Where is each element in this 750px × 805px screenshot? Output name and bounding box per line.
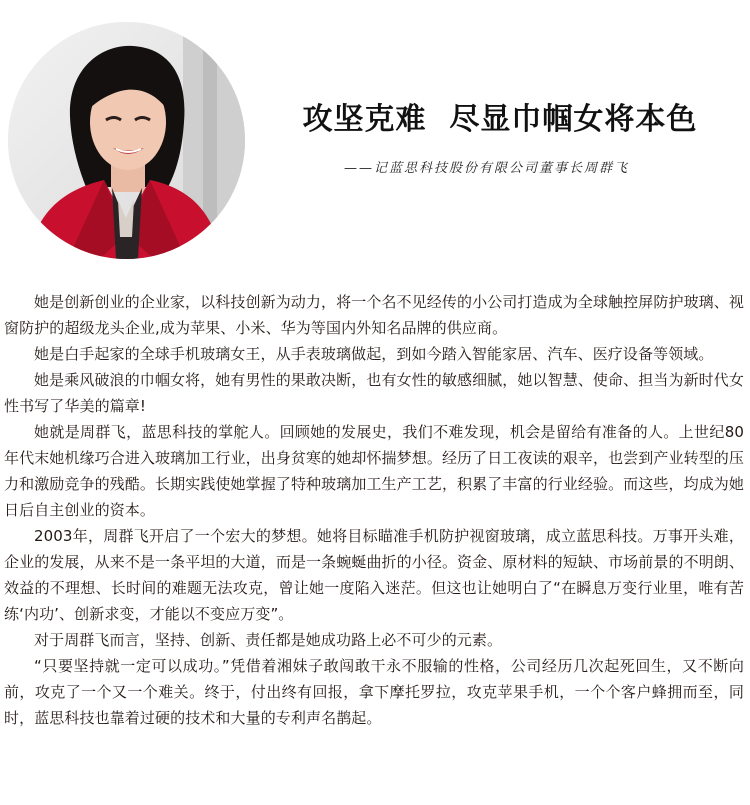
article-paragraph: 她是创新创业的企业家，以科技创新为动力，将一个名不见经传的小公司打造成为全球触控屏防护玻璃、视窗防护的超级龙头企业,成为苹果、小米、华为等国内外知名品牌的供应商。 [4, 293, 744, 337]
portrait-photo [8, 22, 245, 259]
article-paragraph: “只要坚持就一定可以成功。”凭借着湘妹子敢闯敢干永不服输的性格，公司经历几次起死回生，又不断向前，攻克了一个又一个难关。终于，付出终有回报，拿下摩托罗拉，攻克苹果手机，一个个客户蜂拥而至，同时，蓝思科技也靠着过硬的技术和大量的专利声名鹊起。 [4, 657, 744, 727]
article-paragraph: 2003年，周群飞开启了一个宏大的梦想。她将目标瞄准手机防护视窗玻璃，成立蓝思科技。万事开头难，企业的发展，从来不是一条平坦的大道，而是一条蜿蜒曲折的小径。资金、原材料的短缺、市场前景的不明朗、效益的不理想、长时间的难题无法攻克，曾让她一度陷入迷茫。但这也让她明白了“在瞬息万变行业里，唯有苦练‘内功’、创新求变，才能以不变应万变”。 [4, 527, 744, 623]
woman-portrait-icon [8, 22, 245, 259]
page-subtitle: ——记蓝思科技股份有限公司董事长周群飞 [344, 161, 630, 176]
article-body [4, 289, 744, 731]
headline [250, 100, 750, 140]
article-paragraph: 对于周群飞而言，坚持、创新、责任都是她成功路上必不可少的元素。 [34, 631, 503, 649]
page-title: 攻坚克难 尽显巾帼女将本色 [302, 102, 698, 137]
article-paragraph: 她是乘风破浪的巾帼女将，她有男性的果敢决断，也有女性的敏感细腻，她以智慧、使命、担当为新时代女性书写了华美的篇章! [4, 371, 744, 415]
article-paragraph: 她就是周群飞，蓝思科技的掌舵人。回顾她的发展史，我们不难发现，机会是留给有准备的人。上世纪80年代末她机缘巧合进入玻璃加工行业，出身贫寒的她却怀揣梦想。经历了日工夜读的艰辛，也尝到产业转型的压力和激励竞争的残酷。长期实践使她掌握了特种玻璃加工生产工艺，积累了丰富的行业经验。而这些，均成为她日后自主创业的资本。 [4, 423, 744, 519]
article-paragraph: 她是白手起家的全球手机玻璃女王，从手表玻璃做起，到如今踏入智能家居、汽车、医疗设备等领域。 [34, 345, 714, 363]
